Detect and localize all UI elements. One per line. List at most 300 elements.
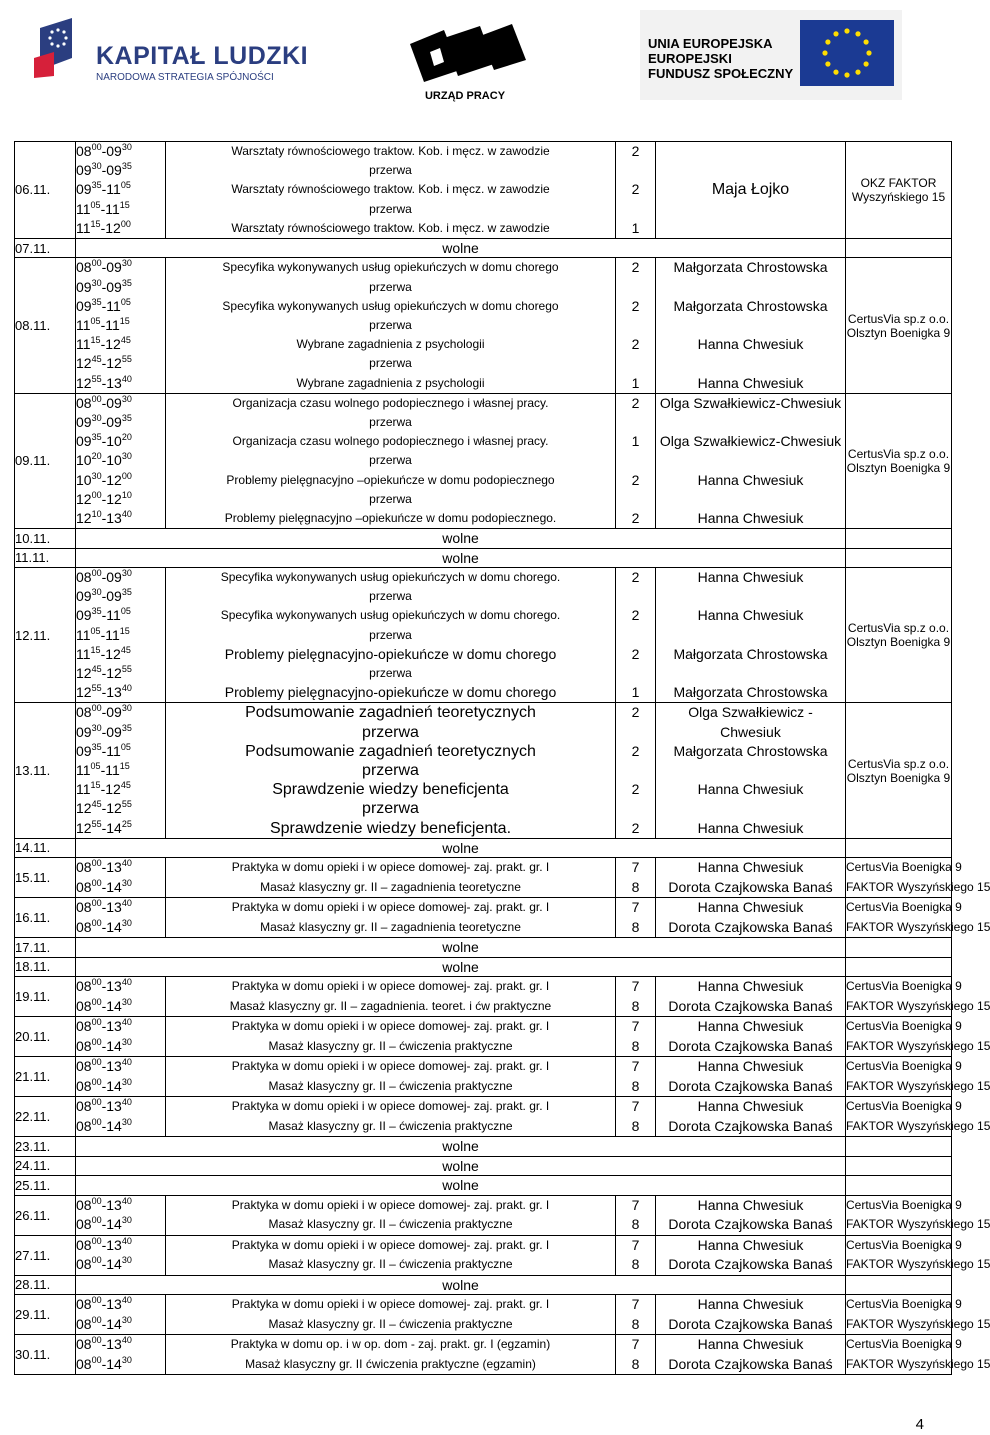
time-hour: 14 xyxy=(106,819,122,836)
time-minutes: 20 xyxy=(91,451,102,462)
time-minutes: 00 xyxy=(91,877,102,888)
day-place xyxy=(846,548,952,568)
subject-line: Praktyka w domu opieki i w opiece domowej- zaj. prakt. gr. I xyxy=(231,1099,550,1114)
time-minutes: 30 xyxy=(121,1116,132,1127)
time-range: $08^{00}-13^{40}$ xyxy=(76,1057,132,1075)
place-name: CertusVia Boenigka 9 xyxy=(846,1237,962,1252)
subject-line: Specyfika wykonywanych usług opiekuńczych w domu chorego xyxy=(222,260,559,275)
time-minutes: 35 xyxy=(121,722,132,733)
day-place xyxy=(846,1156,952,1176)
schedule-day-row xyxy=(15,1097,952,1137)
time-hour: 14 xyxy=(106,997,122,1014)
time-minutes: 40 xyxy=(121,683,132,694)
tutor-name: Hanna Chwesiuk xyxy=(697,819,804,836)
time-hour: 13 xyxy=(106,374,122,391)
time-range: $08^{00}-14^{30}$ xyxy=(76,1354,132,1372)
day-hours xyxy=(616,258,656,393)
time-hour: 12 xyxy=(106,355,122,372)
time-minutes: 40 xyxy=(121,1017,132,1028)
hours-value: 7 xyxy=(631,1236,640,1253)
place-name: CertusVia sp.z o.o. xyxy=(847,311,950,326)
time-range: $11^{05}-11^{15}$ xyxy=(76,199,130,217)
hours-value: 8 xyxy=(631,1117,640,1134)
eu-star-icon xyxy=(855,31,860,36)
time-minutes: 30 xyxy=(121,258,132,269)
subject-line: Praktyka w domu opieki i w opiece domowej- zaj. prakt. gr. I xyxy=(231,1019,550,1034)
hours-value: 8 xyxy=(631,1315,640,1332)
hours-value: 2 xyxy=(631,781,640,798)
subject-line: Wybrane zagadnienia z psychologii xyxy=(296,337,485,352)
time-range: $11^{15}-12^{45}$ xyxy=(76,335,131,353)
time-minutes: 15 xyxy=(119,199,130,210)
time-hour: 09 xyxy=(76,742,92,759)
hours-value: 7 xyxy=(631,1098,640,1115)
time-minutes: 40 xyxy=(121,1195,132,1206)
subject-line: przerwa xyxy=(369,453,412,468)
time-hour: 08 xyxy=(76,1196,92,1213)
hours-value: 2 xyxy=(631,569,640,586)
hours-value xyxy=(616,587,655,606)
time-hour: 12 xyxy=(76,355,92,372)
time-range: $08^{00}-13^{40}$ xyxy=(76,1195,132,1213)
time-range: $08^{00}-13^{40}$ xyxy=(76,1235,132,1253)
day-place xyxy=(846,1195,990,1235)
hours-value: 1 xyxy=(631,684,640,701)
tutor-name xyxy=(656,799,845,818)
hours-value: 8 xyxy=(631,1355,640,1372)
day-date: 30.11. xyxy=(15,1335,76,1375)
time-hour: 11 xyxy=(76,200,91,217)
time-minutes: 00 xyxy=(121,470,132,481)
time-minutes: 35 xyxy=(91,606,102,617)
time-hour: 14 xyxy=(106,878,122,895)
time-range: $12^{45}-12^{55}$ xyxy=(76,354,132,372)
tutor-name: Małgorzata Chrostowska xyxy=(673,742,828,759)
day-subjects xyxy=(166,393,616,528)
subject-line: Specyfika wykonywanych usług opiekuńczych w domu chorego xyxy=(222,298,559,313)
ue-efs-logo xyxy=(640,10,902,100)
time-minutes: 35 xyxy=(91,432,102,443)
hours-value: 7 xyxy=(631,1336,640,1353)
day-off-label: wolne xyxy=(76,1176,846,1196)
day-hours xyxy=(616,568,656,703)
place-name: CertusVia sp.z o.o. xyxy=(847,756,950,771)
time-hour: 11 xyxy=(76,219,91,236)
tutor-name: Hanna Chwesiuk xyxy=(697,1336,804,1353)
time-hour: 14 xyxy=(106,1077,122,1094)
time-minutes: 00 xyxy=(120,218,131,229)
schedule-day-row xyxy=(15,1275,952,1295)
time-range: $09^{30}-09^{35}$ xyxy=(76,412,132,430)
time-hour: 14 xyxy=(106,1315,122,1332)
time-minutes: 40 xyxy=(121,1295,132,1306)
time-minutes: 00 xyxy=(91,1235,102,1246)
day-place xyxy=(846,838,952,858)
time-minutes: 30 xyxy=(121,393,132,404)
time-hour: 13 xyxy=(106,899,122,916)
time-hour: 08 xyxy=(76,1058,92,1075)
day-subjects xyxy=(166,858,616,898)
day-place xyxy=(846,1275,952,1295)
time-hour: 09 xyxy=(106,413,122,430)
kapital-ludzki-title: KAPITAŁ LUDZKI xyxy=(96,42,309,70)
time-hour: 08 xyxy=(76,1216,92,1233)
time-hour: 09 xyxy=(106,278,122,295)
schedule-day-row xyxy=(15,1137,952,1157)
time-hour: 08 xyxy=(76,259,92,276)
time-hour: 08 xyxy=(76,1236,92,1253)
time-hour: 14 xyxy=(106,918,122,935)
ue-line3: FUNDUSZ SPOŁECZNY xyxy=(648,66,794,81)
time-hour: 14 xyxy=(106,1216,122,1233)
day-times xyxy=(76,1295,166,1335)
tutor-name: Dorota Czajkowska Banaś xyxy=(668,878,833,895)
day-subjects xyxy=(166,703,616,838)
place-name: OKZ FAKTOR xyxy=(860,175,937,190)
time-hour: 08 xyxy=(76,394,92,411)
time-hour: 09 xyxy=(76,297,92,314)
subject-line: przerwa xyxy=(369,589,412,604)
time-minutes: 00 xyxy=(91,858,102,869)
schedule-day-row xyxy=(15,238,952,258)
time-range: $08^{00}-13^{40}$ xyxy=(76,1097,132,1115)
day-place xyxy=(846,1295,990,1335)
hours-value: 2 xyxy=(631,336,640,353)
eu-star-icon xyxy=(844,28,849,33)
time-minutes: 30 xyxy=(91,722,102,733)
subject-line: Wybrane zagadnienia z psychologii xyxy=(296,375,485,390)
time-hour: 14 xyxy=(106,1256,122,1273)
day-hours xyxy=(616,1195,656,1235)
time-hour: 08 xyxy=(76,859,92,876)
day-tutors xyxy=(656,703,846,838)
time-hour: 11 xyxy=(76,317,91,333)
day-tutors xyxy=(656,1295,846,1335)
day-date: 16.11. xyxy=(15,898,76,938)
time-hour: 13 xyxy=(106,1018,122,1035)
time-minutes: 05 xyxy=(120,606,131,617)
place-name: FAKTOR Wyszyńskiego 15 xyxy=(846,1118,990,1133)
time-minutes: 30 xyxy=(121,703,132,714)
day-subjects xyxy=(166,898,616,938)
time-hour: 08 xyxy=(76,918,92,935)
tutor-name: Dorota Czajkowska Banaś xyxy=(668,1117,833,1134)
subject-line: Problemy pielęgnacyjno-opiekuńcze w domu chorego xyxy=(224,645,557,662)
time-hour: 10 xyxy=(76,471,92,488)
tutor-name xyxy=(656,316,845,335)
time-range: $08^{00}-09^{30}$ xyxy=(76,568,132,586)
ue-line1: UNIA EUROPEJSKA xyxy=(648,36,773,51)
time-range: $08^{00}-13^{40}$ xyxy=(76,977,132,995)
time-minutes: 45 xyxy=(91,354,102,365)
hours-value: 2 xyxy=(631,181,640,198)
day-date: 24.11. xyxy=(15,1156,76,1176)
place-name: FAKTOR Wyszyńskiego 15 xyxy=(846,1078,990,1093)
time-minutes: 55 xyxy=(91,373,102,384)
time-range: $12^{00}-12^{10}$ xyxy=(76,489,132,507)
subject-line: Masaż klasyczny gr. II – ćwiczenia praktyczne xyxy=(268,1316,513,1331)
day-place xyxy=(846,1335,990,1375)
schedule-day-row xyxy=(15,142,952,239)
header-logos xyxy=(0,0,960,110)
subject-line: przerwa xyxy=(362,723,419,741)
day-tutors xyxy=(656,977,846,1017)
subject-line: przerwa xyxy=(369,163,412,178)
time-hour: 12 xyxy=(105,645,121,662)
time-hour: 12 xyxy=(76,684,92,701)
hours-value: 2 xyxy=(631,471,640,488)
time-range: $09^{30}-09^{35}$ xyxy=(76,587,132,605)
time-hour: 09 xyxy=(76,413,92,430)
hours-value: 7 xyxy=(631,978,640,995)
tutor-name xyxy=(656,761,845,780)
subject-line: przerwa xyxy=(369,666,412,680)
day-hours xyxy=(616,1335,656,1375)
day-date: 25.11. xyxy=(15,1176,76,1196)
hours-value: 7 xyxy=(631,1196,640,1213)
hours-value: 7 xyxy=(631,899,640,916)
tutor-name xyxy=(656,413,845,432)
schedule-day-row xyxy=(15,1295,952,1335)
day-off-label: wolne xyxy=(76,938,846,958)
day-tutors xyxy=(656,1017,846,1057)
time-minutes: 30 xyxy=(121,142,132,152)
subject-line: Specyfika wykonywanych usług opiekuńczych w domu chorego. xyxy=(220,608,561,623)
time-minutes: 45 xyxy=(91,664,102,674)
place-name: CertusVia sp.z o.o. xyxy=(847,446,950,461)
time-hour: 08 xyxy=(76,1117,92,1134)
tutor-name xyxy=(656,490,845,509)
time-minutes: 35 xyxy=(91,180,102,191)
hours-value: 2 xyxy=(631,143,640,159)
hours-value xyxy=(616,490,655,509)
time-range: $11^{15}-12^{45}$ xyxy=(76,780,131,798)
schedule-day-row xyxy=(15,393,952,528)
time-minutes: 40 xyxy=(121,858,132,869)
tutor-name xyxy=(656,664,845,683)
day-hours xyxy=(616,703,656,838)
time-hour: 09 xyxy=(76,588,92,605)
time-range: $09^{30}-09^{35}$ xyxy=(76,277,132,295)
time-minutes: 55 xyxy=(91,818,102,829)
day-place xyxy=(846,258,952,393)
tutor-name: Hanna Chwesiuk xyxy=(697,471,804,488)
hours-value xyxy=(616,451,655,470)
kapital-ludzki-emblem-icon xyxy=(32,18,82,78)
time-hour: 11 xyxy=(106,742,121,759)
place-name: FAKTOR Wyszyńskiego 15 xyxy=(846,1038,990,1053)
schedule-day-row xyxy=(15,858,952,898)
time-minutes: 45 xyxy=(91,799,102,810)
day-hours xyxy=(616,1097,656,1137)
place-name: CertusVia Boenigka 9 xyxy=(846,900,962,915)
day-place xyxy=(846,238,952,258)
tutor-name: Olga Szwałkiewicz-Chwesiuk xyxy=(659,433,842,450)
hours-value: 7 xyxy=(631,1296,640,1313)
time-hour: 08 xyxy=(76,1018,92,1035)
time-minutes: 15 xyxy=(90,644,101,655)
eu-flag-icon xyxy=(800,20,894,86)
day-subjects xyxy=(166,1335,616,1375)
subject-line: Praktyka w domu opieki i w opiece domowej- zaj. prakt. gr. I xyxy=(231,900,550,915)
day-off-label: wolne xyxy=(76,548,846,568)
time-range: $09^{35}-11^{05}$ xyxy=(76,606,131,624)
time-hour: 12 xyxy=(106,665,122,681)
time-minutes: 05 xyxy=(120,296,131,307)
time-hour: 12 xyxy=(76,800,92,817)
hours-value: 1 xyxy=(631,219,640,236)
time-hour: 12 xyxy=(105,781,121,798)
subject-line: Praktyka w domu opieki i w opiece domowej- zaj. prakt. gr. I xyxy=(231,1059,550,1074)
day-place xyxy=(846,938,952,958)
subject-line: Warsztaty równościowego traktow. Kob. i męcz. w zawodzie xyxy=(231,182,550,197)
schedule-day-row xyxy=(15,1057,952,1097)
time-minutes: 30 xyxy=(91,587,102,598)
subject-line: Sprawdzenie wiedzy beneficjenta xyxy=(272,781,509,799)
tutor-name: Małgorzata Chrostowska xyxy=(673,684,828,701)
time-range: $12^{45}-12^{55}$ xyxy=(76,799,132,817)
time-minutes: 55 xyxy=(121,664,132,674)
tutor-name xyxy=(656,626,845,645)
time-minutes: 30 xyxy=(121,451,132,462)
time-range: $08^{00}-14^{30}$ xyxy=(76,996,132,1014)
tutor-name: Hanna Chwesiuk xyxy=(697,1296,804,1313)
time-minutes: 05 xyxy=(90,760,101,771)
time-hour: 11 xyxy=(106,181,121,198)
time-hour: 09 xyxy=(76,162,92,179)
place-name: CertusVia Boenigka 9 xyxy=(846,1197,962,1212)
tutor-name: Hanna Chwesiuk xyxy=(697,1058,804,1075)
time-minutes: 15 xyxy=(119,625,130,636)
tutor-name: Dorota Czajkowska Banaś xyxy=(668,1077,833,1094)
day-tutors xyxy=(656,858,846,898)
day-tutors xyxy=(656,258,846,393)
day-subjects xyxy=(166,258,616,393)
subject-line: Warsztaty równościowego traktow. Kob. i męcz. w zawodzie xyxy=(231,220,550,235)
time-range: $08^{00}-09^{30}$ xyxy=(76,703,132,721)
hours-value: 2 xyxy=(631,297,640,314)
place-name: CertusVia Boenigka 9 xyxy=(846,1337,962,1352)
day-off-label: wolne xyxy=(76,529,846,549)
time-minutes: 30 xyxy=(121,1076,132,1087)
eu-star-icon xyxy=(855,70,860,75)
eu-star-icon xyxy=(822,50,827,55)
time-minutes: 00 xyxy=(91,977,102,988)
time-range: $08^{00}-13^{40}$ xyxy=(76,1017,132,1035)
time-range: $08^{00}-13^{40}$ xyxy=(76,858,132,876)
subject-line: przerwa xyxy=(369,279,412,294)
time-hour: 11 xyxy=(106,607,121,624)
time-hour: 09 xyxy=(106,723,122,740)
time-minutes: 30 xyxy=(121,568,132,579)
day-place xyxy=(846,529,952,549)
time-range: $09^{30}-09^{35}$ xyxy=(76,722,132,740)
time-minutes: 40 xyxy=(121,977,132,988)
day-date: 17.11. xyxy=(15,938,76,958)
day-subjects xyxy=(166,1195,616,1235)
day-subjects xyxy=(166,1235,616,1275)
day-times xyxy=(76,142,166,239)
subject-line: Masaż klasyczny gr. II – ćwiczenia praktyczne xyxy=(268,1078,513,1093)
time-minutes: 15 xyxy=(119,316,130,326)
tutor-name: Dorota Czajkowska Banaś xyxy=(668,1256,833,1273)
time-hour: 09 xyxy=(76,607,92,624)
subject-line: przerwa xyxy=(369,627,412,642)
place-name: Olsztyn Boenigka 9 xyxy=(846,770,951,785)
hours-value xyxy=(616,278,655,297)
hours-value: 8 xyxy=(631,1037,640,1054)
hours-value: 8 xyxy=(631,878,640,895)
time-minutes: 00 xyxy=(91,1295,102,1306)
day-date: 20.11. xyxy=(15,1017,76,1057)
time-minutes: 00 xyxy=(91,393,102,404)
day-tutors xyxy=(656,898,846,938)
day-date: 08.11. xyxy=(15,258,76,393)
time-minutes: 40 xyxy=(121,373,132,384)
day-subjects xyxy=(166,977,616,1017)
hours-value xyxy=(616,799,655,818)
eu-star-icon xyxy=(833,31,838,36)
time-hour: 11 xyxy=(76,761,91,778)
tutor-name: Chwesiuk xyxy=(720,723,781,740)
subject-line: Praktyka w domu opieki i w opiece domowej- zaj. prakt. gr. I xyxy=(231,1237,550,1252)
page-number: 4 xyxy=(915,1416,924,1433)
day-date: 26.11. xyxy=(15,1195,76,1235)
place-name: CertusVia Boenigka 9 xyxy=(846,1059,962,1074)
hours-value: 7 xyxy=(631,1058,640,1075)
tutor-name: Małgorzata Chrostowska xyxy=(673,645,828,662)
time-range: $08^{00}-14^{30}$ xyxy=(76,1255,132,1273)
time-hour: 08 xyxy=(76,1296,92,1313)
time-hour: 11 xyxy=(105,200,120,217)
time-minutes: 40 xyxy=(121,1335,132,1346)
day-hours xyxy=(616,898,656,938)
time-range: $08^{00}-14^{30}$ xyxy=(76,1076,132,1094)
time-range: $08^{00}-14^{30}$ xyxy=(76,1116,132,1134)
eu-star-icon xyxy=(844,72,849,77)
time-range: $11^{05}-11^{15}$ xyxy=(76,316,130,333)
tutor-name xyxy=(656,354,845,373)
time-hour: 09 xyxy=(106,588,122,605)
eu-star-icon xyxy=(864,39,869,44)
time-hour: 08 xyxy=(76,143,92,159)
time-hour: 09 xyxy=(76,181,92,198)
place-name: Olsztyn Boenigka 9 xyxy=(846,635,951,650)
subject-line: Praktyka w domu opieki i w opiece domowej- zaj. prakt. gr. I xyxy=(231,860,550,875)
tutor-name xyxy=(656,587,845,606)
time-range: $12^{55}-14^{25}$ xyxy=(76,818,132,836)
day-off-label: wolne xyxy=(76,238,846,258)
place-name: CertusVia Boenigka 9 xyxy=(846,1019,962,1034)
tutor-name: Hanna Chwesiuk xyxy=(697,336,804,353)
time-minutes: 35 xyxy=(121,412,132,423)
time-range: $09^{35}-11^{05}$ xyxy=(76,180,131,198)
time-minutes: 40 xyxy=(121,1235,132,1246)
schedule-day-row xyxy=(15,568,952,703)
time-minutes: 00 xyxy=(91,898,102,909)
place-name: CertusVia Boenigka 9 xyxy=(846,979,962,994)
tutor-name: Hanna Chwesiuk xyxy=(697,607,804,624)
hours-value xyxy=(616,161,655,180)
subject-line: Problemy pielęgnacyjno –opiekuńcze w domu podopiecznego xyxy=(226,472,555,487)
tutor-name: Małgorzata Chrostowska xyxy=(673,297,828,314)
day-subjects xyxy=(166,1057,616,1097)
hours-value xyxy=(616,723,655,742)
time-minutes: 00 xyxy=(91,1097,102,1108)
day-times xyxy=(76,1335,166,1375)
time-hour: 09 xyxy=(106,704,122,721)
time-minutes: 40 xyxy=(121,1057,132,1068)
